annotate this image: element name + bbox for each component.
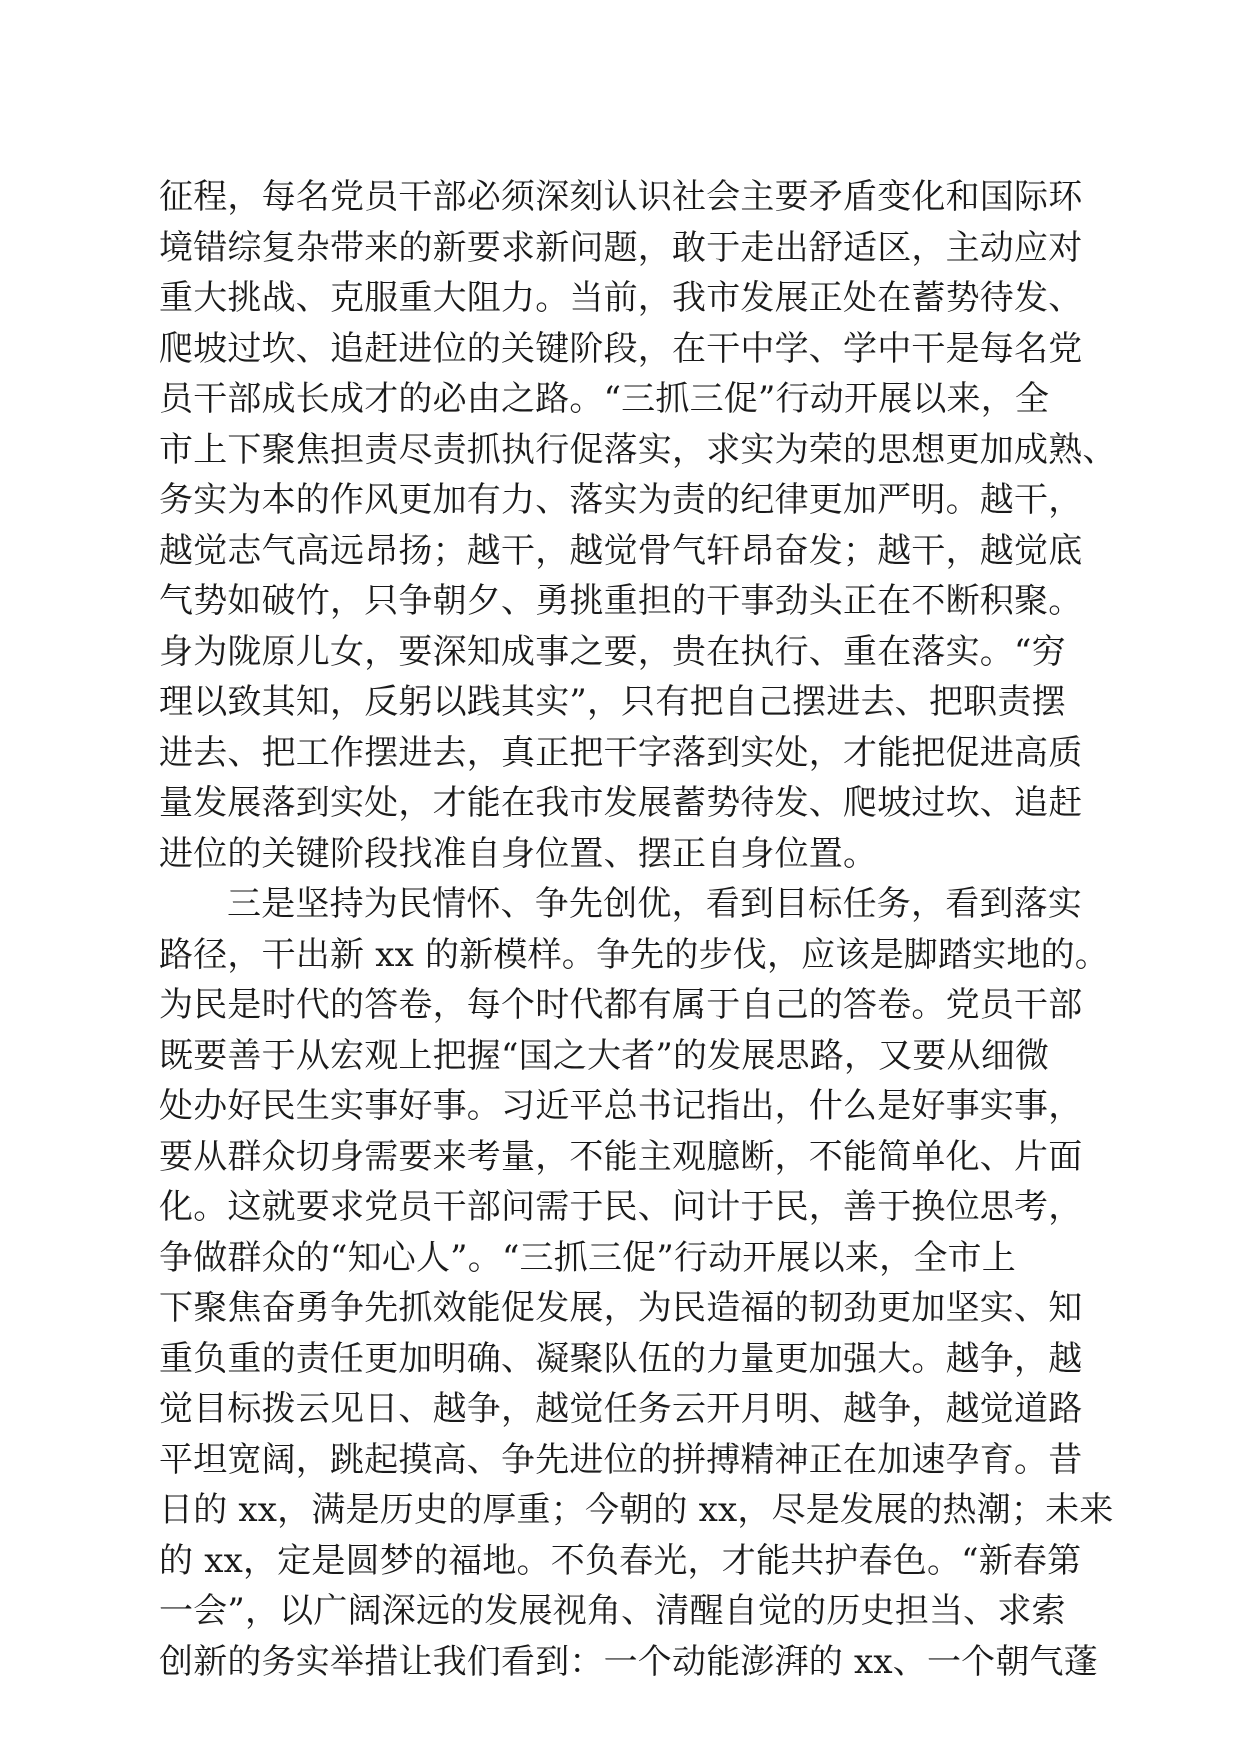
text-line: 量发展落到实处，才能在我市发展蓄势待发、爬坡过坎、追赶 [159,783,1083,823]
text-line: 进去、把工作摆进去，真正把干字落到实处，才能把促进高质 [159,732,1083,773]
text-line: 重大挑战、克服重大阻力。当前，我市发展正处在蓄势待发、 [159,278,1083,318]
text-line: 要从群众切身需要来考量，不能主观臆断，不能简单化、片面 [159,1136,1083,1177]
text-line: 路径，干出新 xx 的新模样。争先的步伐，应该是脚踏实地的。 [159,934,1109,975]
text-line: 下聚焦奋勇争先抓效能促发展，为民造福的韧劲更加坚实、知 [159,1288,1083,1328]
text-line: 化。这就要求党员干部问需于民、问计于民，善于换位思考， [159,1187,1083,1227]
text-line: 境错综复杂带来的新要求新问题，敢于走出舒适区，主动应对 [159,227,1083,268]
text-line: 员干部成长成才的必由之路。“三抓三促”行动开展以来，全 [159,379,1050,419]
text-line: 爬坡过坎、追赶进位的关键阶段，在干中学、学中干是每名党 [159,328,1083,369]
text-line: 身为陇原儿女，要深知成事之要，贵在执行、重在落实。“穷 [159,631,1066,672]
text-line: 重负重的责任更加明确、凝聚队伍的力量更加强大。越争，越 [159,1338,1083,1379]
text-line: 的 xx，定是圆梦的福地。不负春光，才能共护春色。“新春第 [159,1540,1082,1581]
text-line: 理以致其知，反躬以践其实”，只有把自己摆进去、把职责摆 [159,682,1066,722]
document-body [159,172,1117,1687]
text-line: 越觉志气高远昂扬；越干，越觉骨气轩昂奋发；越干，越觉底 [159,530,1083,571]
paragraph-start-line: 三是坚持为民情怀、争先创优，看到目标任务，看到落实 [227,884,1082,924]
text-line: 气势如破竹，只争朝夕、勇挑重担的干事劲头正在不断积聚。 [159,581,1083,621]
text-line: 日的 xx，满是历史的厚重；今朝的 xx，尽是发展的热潮；未来 [159,1490,1114,1530]
text-line: 既要善于从宏观上把握“国之大者”的发展思路，又要从细微 [159,1035,1050,1076]
text-line: 一会”，以广阔深远的发展视角、清醒自觉的历史担当、求索 [159,1591,1066,1631]
text-line: 为民是时代的答卷，每个时代都有属于自己的答卷。党员干部 [159,985,1083,1025]
text-line: 处办好民生实事好事。习近平总书记指出，什么是好事实事， [159,1086,1083,1126]
text-line: 争做群众的“知心人”。“三抓三促”行动开展以来，全市上 [159,1237,1016,1278]
text-line: 市上下聚焦担责尽责抓执行促落实，求实为荣的思想更加成熟、 [159,429,1117,470]
text-line: 进位的关键阶段找准自身位置、摆正自身位置。 [159,833,878,874]
text-line: 创新的务实举措让我们看到：一个动能澎湃的 xx、一个朝气蓬 [159,1641,1098,1682]
text-line: 务实为本的作风更加有力、落实为责的纪律更加严明。越干， [159,480,1083,520]
text-line: 觉目标拨云见日、越争，越觉任务云开月明、越争，越觉道路 [159,1389,1083,1429]
text-line: 征程，每名党员干部必须深刻认识社会主要矛盾变化和国际环 [159,177,1083,217]
text-line: 平坦宽阔，跳起摸高、争先进位的拼搏精神正在加速孕育。昔 [159,1439,1083,1480]
